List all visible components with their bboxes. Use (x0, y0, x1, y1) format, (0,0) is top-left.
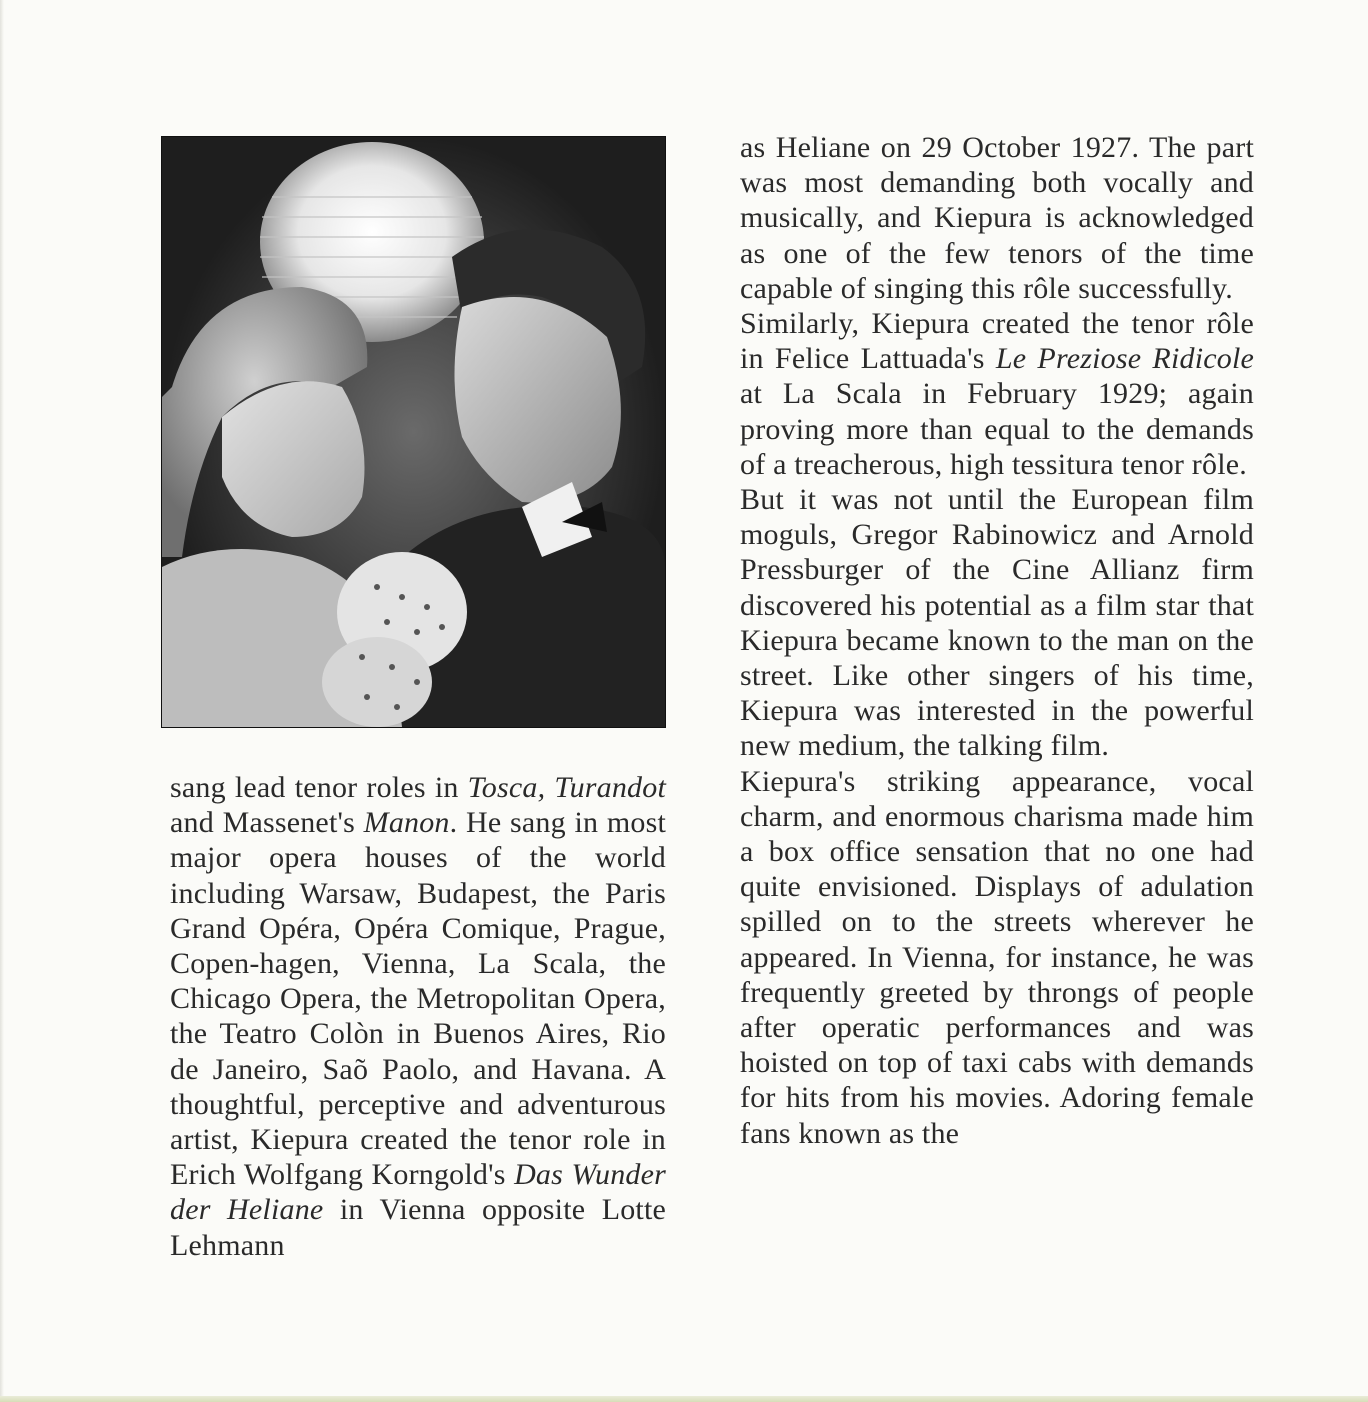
page-left-edge (0, 0, 4, 1402)
left-text-column (170, 770, 666, 1263)
paragraph-celebrity: Kiepura's striking appearance, vocal charm, and enormous charisma made him a box office sensation that no one had quite envisioned. Displays of adulation spilled on to the streets wherever he appeared. In Vienna, for instance, he was frequently greeted by throngs of people after operatic performances and was hoisted on top of taxi cabs with demands for hits from his movies. Adoring female fans known as the (740, 764, 1254, 1150)
photograph (162, 137, 665, 727)
right-text-column (740, 130, 1254, 1151)
photo-illustration (162, 137, 665, 727)
paragraph-opera-career: sang lead tenor roles in Tosca, Turandot and Massenet's Manon. He sang in most major opera houses of the world including Warsaw, Budapest, the Paris Grand Opéra, Opéra Comique, Prague, Copen-hagen, Vienna, La Scala, the Chicago Opera, the Metropolitan Opera, the Teatro Colòn in Buenos Aires, Rio de Janeiro, Saõ Paolo, and Havana. A thoughtful, perceptive and adventurous artist, Kiepura created the tenor role in Erich Wolfgang Korngold's Das Wunder der Heliane in Vienna opposite Lotte Lehmann (170, 771, 666, 1262)
page-bottom-edge (0, 1396, 1368, 1402)
paragraph-film-career: But it was not until the European film moguls, Gregor Rabinowicz and Arnold Pressburger of the Cine Allianz firm discovered his potential as a film star that Kiepura became known to the man on the street. Like other singers of his time, Kiepura was interested in the powerful new medium, the talking film. (740, 483, 1254, 763)
paragraph-heliane: as Heliane on 29 October 1927. The part was most demanding both vocally and musically, and Kiepura is acknowledged as one of the few tenors of the time capable of singing this rôle successfully. (740, 131, 1254, 305)
paragraph-lattuada: Similarly, Kiepura created the tenor rôle in Felice Lattuada's Le Preziose Ridicole at La Scala in February 1929; again proving more than equal to the demands of a treacherous, high tessitura tenor rôle. (740, 307, 1254, 481)
